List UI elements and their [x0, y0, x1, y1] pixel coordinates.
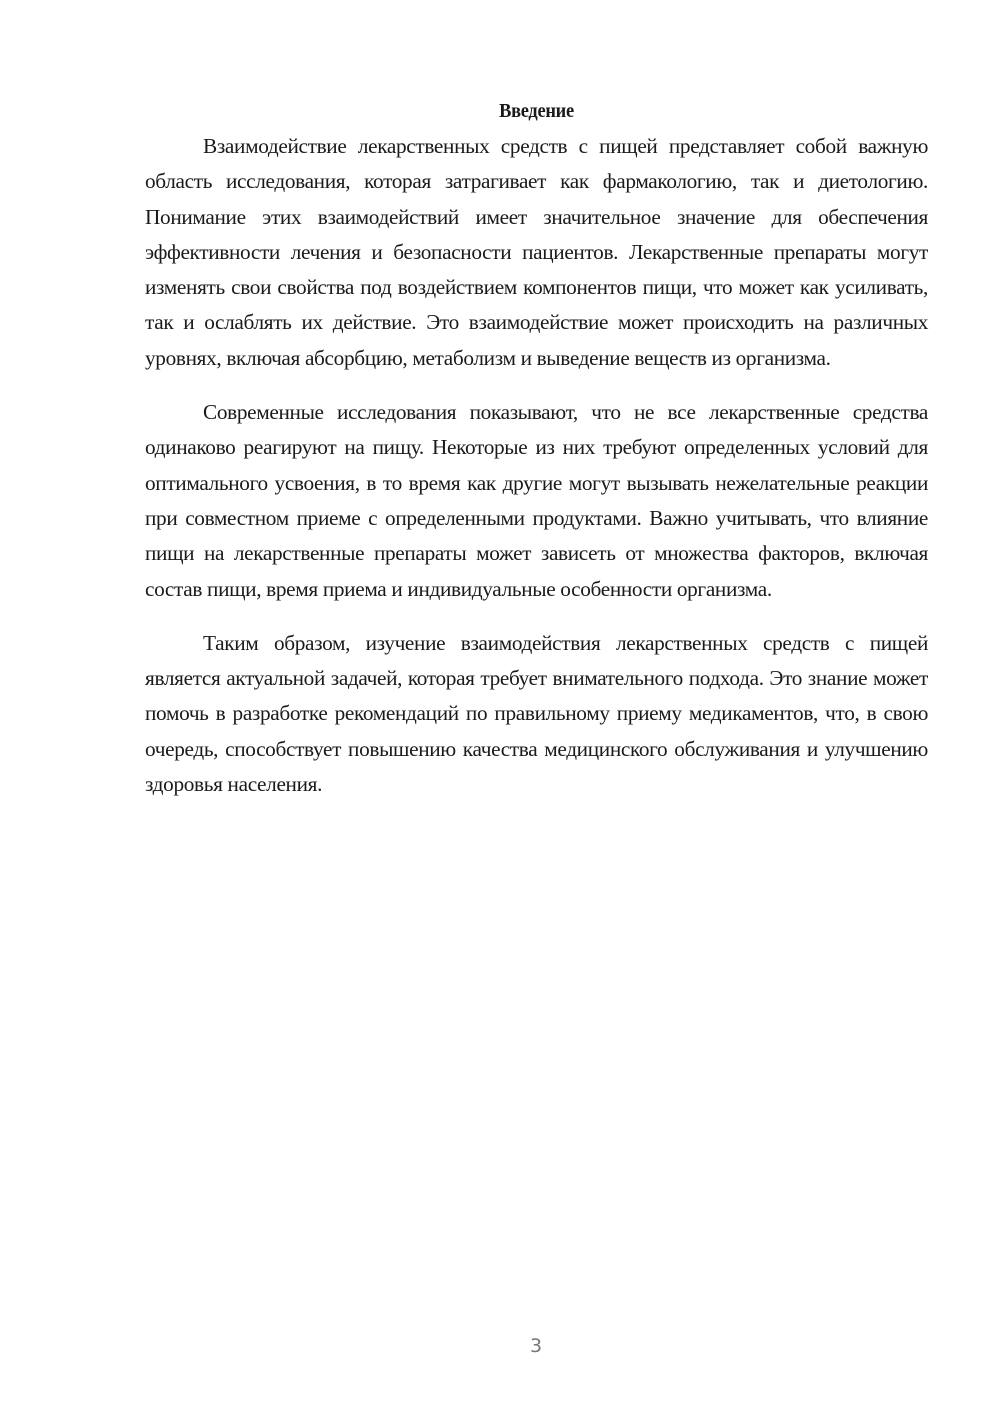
section-title: Введение: [499, 100, 574, 122]
paragraph-2: Современные исследования показывают, что не все лекарственные средства одинаково реагируют на пищу. Некоторые из них требуют определенных условий для оптимального усвоения, в то время как другие могут вызывать нежелательные реакции при совместном приеме с определенными продуктами. Важно учитывать, что влияние пищи на лекарственные препараты может зависеть от множества факторов, включая состав пищи, время приема и индивидуальные особенности организма.: [145, 400, 928, 601]
page-number: 3: [529, 1335, 543, 1357]
paragraph-1: Взаимодействие лекарственных средств с пищей представляет собой важную область исследования, которая затрагивает как фармакологию, так и диетологию. Понимание этих взаимодействий имеет значительное значение для обеспечения эффективности лечения и безопасности пациентов. Лекарственные препараты могут изменять свои свойства под воздействием компонентов пищи, что может как усиливать, так и ослаблять их действие. Это взаимодействие может происходить на различных уровнях, включая абсорбцию, метаболизм и выведение веществ из организма.: [145, 134, 928, 370]
paragraph-3: Таким образом, изучение взаимодействия лекарственных средств с пищей является актуальной задачей, которая требует внимательного подхода. Это знание может помочь в разработке рекомендаций по правильному приему медикаментов, что, в свою очередь, способствует повышению качества медицинского обслуживания и улучшению здоровья населения.: [145, 630, 928, 797]
document-page: [145, 96, 928, 802]
